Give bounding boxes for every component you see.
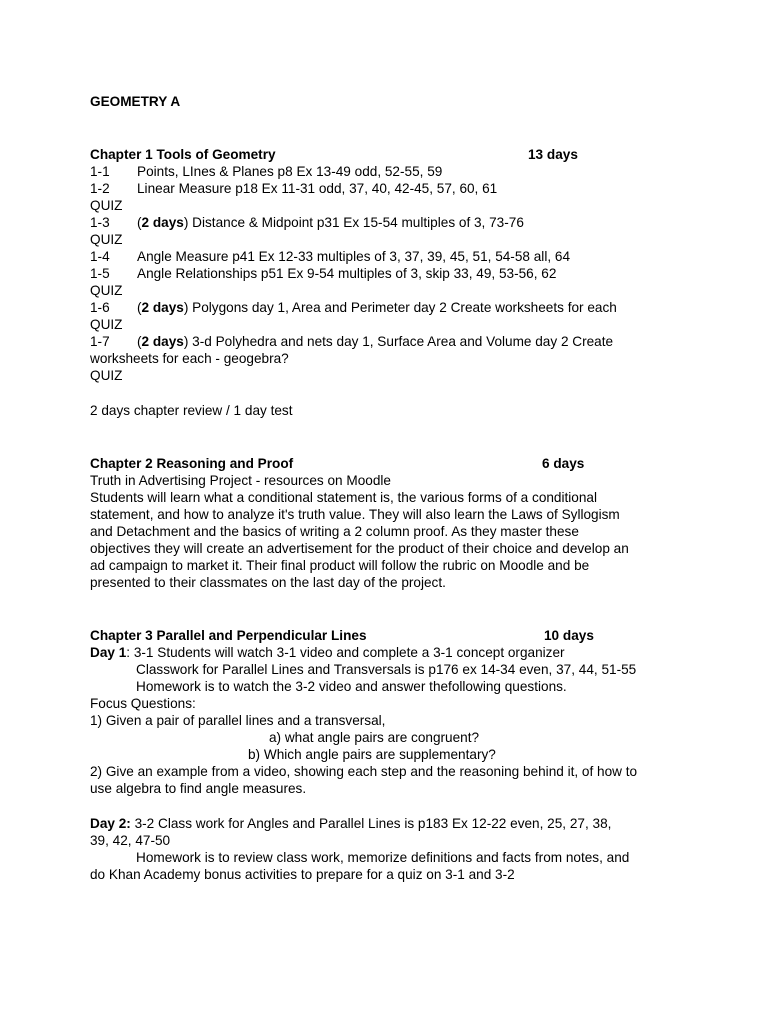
doc-title: GEOMETRY A — [90, 94, 181, 109]
lesson-code: 1-4 — [90, 249, 110, 264]
lesson-code: 1-2 — [90, 181, 110, 196]
lesson-text: Linear Measure p18 Ex 11-31 odd, 37, 40, 42-45, 57, 60, 61 — [137, 181, 498, 196]
question-1: 1) Given a pair of parallel lines and a transversal, — [90, 713, 386, 728]
lesson-row — [90, 163, 442, 180]
chapter-2-heading: Chapter 2 Reasoning and Proof — [90, 456, 294, 471]
day-1-label: Day 1 — [90, 645, 127, 660]
lesson-text: Points, LInes & Planes p8 Ex 13-49 odd, 52-55, 59 — [137, 164, 443, 179]
chapter-1-review: 2 days chapter review / 1 day test — [90, 403, 293, 418]
lesson-text: ) Distance & Midpoint p31 Ex 15-54 multiples of 3, 73-76 — [183, 215, 524, 230]
day-2-homework-line-1: Homework is to review class work, memorize definitions and facts from notes, and — [136, 850, 630, 865]
paragraph-line: statement, and how to analyze it's truth value. They will also learn the Laws of Syllogism — [90, 507, 620, 522]
day-1-text: : 3-1 Students will watch 3-1 video and complete a 3-1 concept organizer — [126, 645, 565, 660]
chapter-1-days: 13 days — [528, 147, 578, 162]
day-1-homework: Homework is to watch the 3-2 video and answer thefollowing questions. — [136, 679, 567, 694]
question-1b: b) Which angle pairs are supplementary? — [248, 747, 496, 762]
chapter-3-days: 10 days — [544, 628, 594, 643]
chapter-2-days: 6 days — [542, 456, 585, 471]
question-2-line-2: use algebra to find angle measures. — [90, 781, 307, 796]
lesson-row — [90, 333, 613, 350]
paragraph-line: objectives they will create an advertisement for the product of their choice and develop an — [90, 541, 629, 556]
paren-open: ( — [137, 215, 142, 230]
day-1-classwork: Classwork for Parallel Lines and Transversals is p176 ex 14-34 even, 37, 44, 51-55 — [136, 662, 637, 677]
paren-open: ( — [137, 334, 142, 349]
paren-open: ( — [137, 300, 142, 315]
chapter-1-heading: Chapter 1 Tools of Geometry — [90, 147, 276, 162]
chapter-3-heading: Chapter 3 Parallel and Perpendicular Lines — [90, 628, 367, 643]
day-1-line — [90, 644, 565, 661]
paragraph-line: Students will learn what a conditional statement is, the various forms of a conditional — [90, 490, 598, 505]
lesson-continuation: worksheets for each - geogebra? — [90, 351, 289, 366]
lesson-code: 1-7 — [90, 334, 110, 349]
day-2-continuation: 39, 42, 47-50 — [90, 833, 171, 848]
lesson-row — [90, 180, 497, 197]
paragraph-line: and Detachment and the basics of writing a 2 column proof. As they master these — [90, 524, 579, 539]
lesson-code: 1-6 — [90, 300, 110, 315]
quiz-label: QUIZ — [90, 368, 123, 383]
question-1a: a) what angle pairs are congruent? — [269, 730, 480, 745]
day-2-line — [90, 815, 611, 832]
day-2-label: Day 2: — [90, 816, 131, 831]
paragraph-line: ad campaign to market it. Their final product will follow the rubric on Moodle and be — [90, 558, 590, 573]
lesson-row — [90, 265, 556, 282]
day-2-homework-line-2: do Khan Academy bonus activities to prepare for a quiz on 3-1 and 3-2 — [90, 867, 515, 882]
quiz-label: QUIZ — [90, 283, 123, 298]
lesson-text: Angle Measure p41 Ex 12-33 multiples of 3, 37, 39, 45, 51, 54-58 all, 64 — [137, 249, 571, 264]
lesson-row — [90, 214, 524, 231]
paragraph-line: presented to their classmates on the last day of the project. — [90, 575, 446, 590]
question-2-line-1: 2) Give an example from a video, showing each step and the reasoning behind it, of how to — [90, 764, 638, 779]
lesson-code: 1-5 — [90, 266, 110, 281]
lesson-text: Angle Relationships p51 Ex 9-54 multiples of 3, skip 33, 49, 53-56, 62 — [137, 266, 557, 281]
quiz-label: QUIZ — [90, 317, 123, 332]
day-2-text: 3-2 Class work for Angles and Parallel Lines is p183 Ex 12-22 even, 25, 27, 38, — [130, 816, 612, 831]
lesson-code: 1-3 — [90, 215, 110, 230]
lesson-code: 1-1 — [90, 164, 110, 179]
quiz-label: QUIZ — [90, 232, 123, 247]
lesson-text: ) 3-d Polyhedra and nets day 1, Surface Area and Volume day 2 Create — [183, 334, 614, 349]
lesson-row — [90, 299, 617, 316]
paragraph-line: Truth in Advertising Project - resources on Moodle — [90, 473, 391, 488]
duration-bold: 2 days — [141, 334, 184, 349]
duration-bold: 2 days — [141, 300, 184, 315]
lesson-text: ) Polygons day 1, Area and Perimeter day 2 Create worksheets for each — [183, 300, 617, 315]
focus-questions-label: Focus Questions: — [90, 696, 196, 711]
quiz-label: QUIZ — [90, 198, 123, 213]
lesson-row — [90, 248, 570, 265]
duration-bold: 2 days — [141, 215, 184, 230]
